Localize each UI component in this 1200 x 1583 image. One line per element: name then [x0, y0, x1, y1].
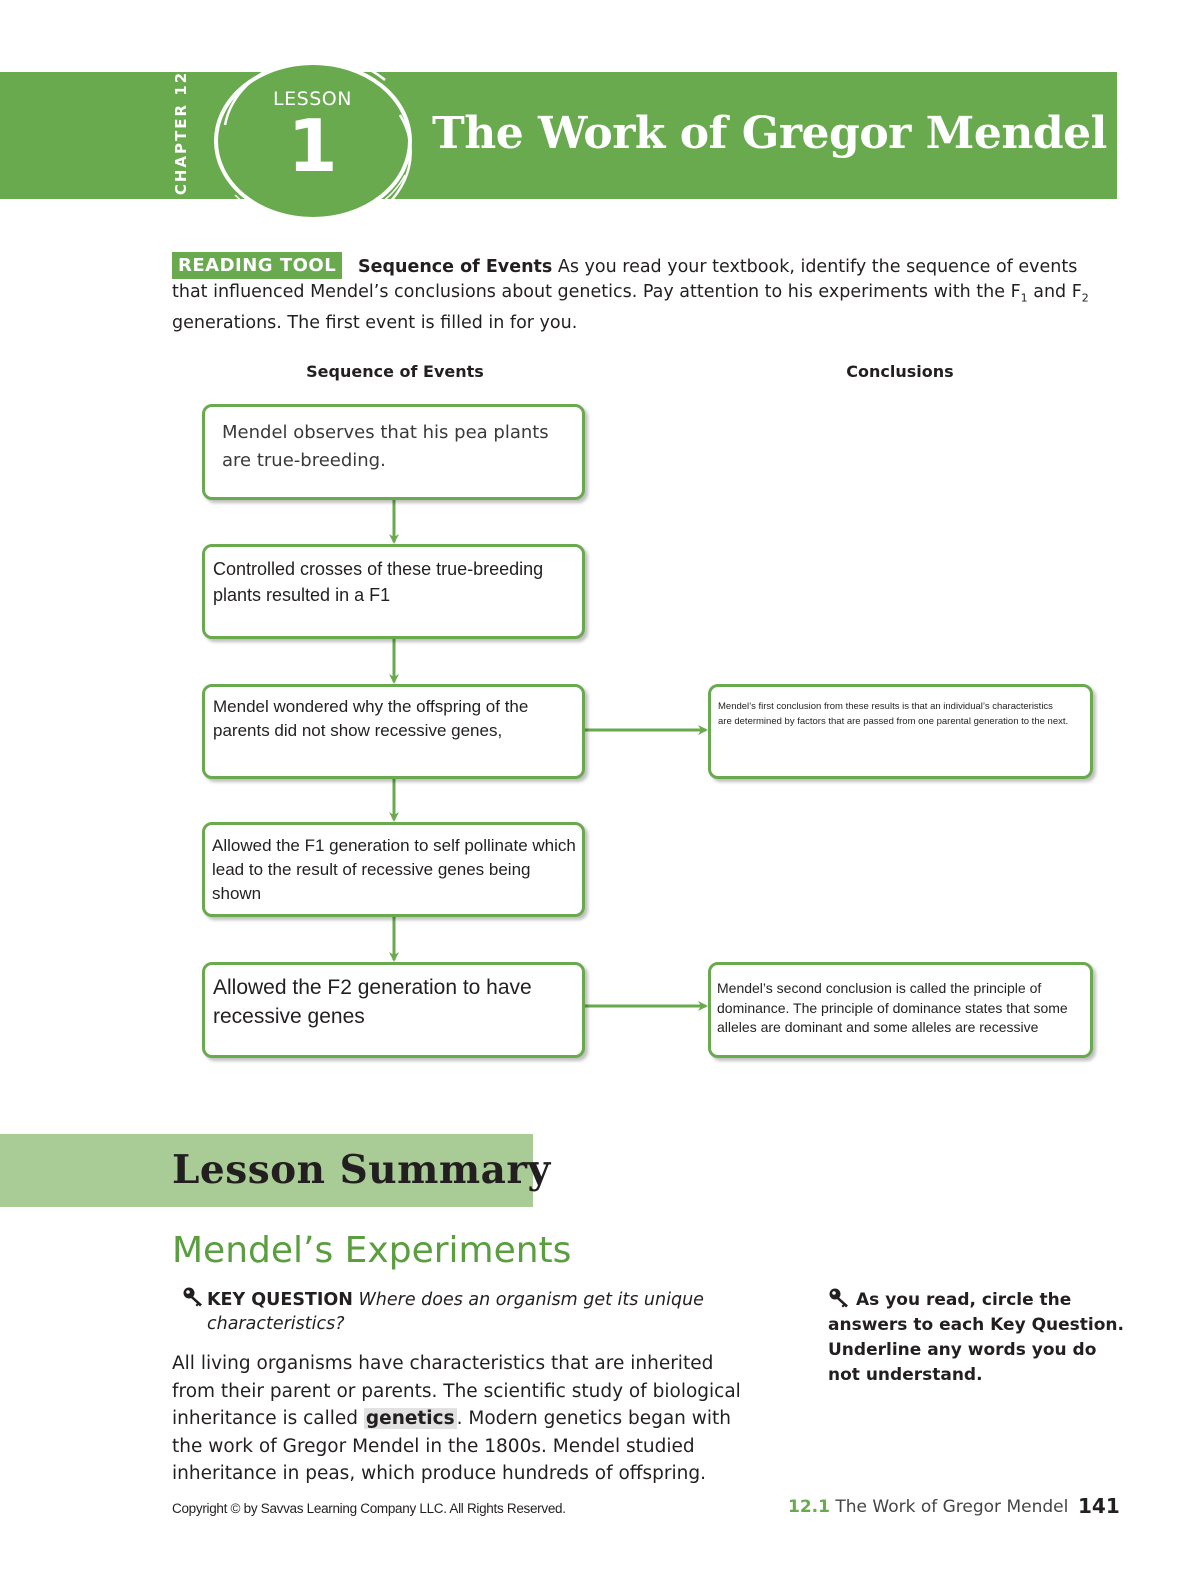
summary-title: Lesson Summary: [172, 1147, 551, 1193]
key-question-text: Where does an organism get its unique characteristics?: [207, 1290, 704, 1334]
event-text: Allowed the F2 generation to have recessive genes: [213, 976, 532, 1028]
footer-lesson-title: The Work of Gregor Mendel: [829, 1497, 1069, 1517]
page-title: The Work of Gregor Mendel: [432, 108, 1107, 159]
conclusion-box-1[interactable]: [708, 684, 1093, 779]
instruction-text: and F: [1027, 282, 1082, 302]
event-text: Mendel observes that his pea plants are true-breeding.: [222, 422, 549, 471]
page-number: 141: [1078, 1494, 1120, 1518]
key-question-label: KEY QUESTION: [207, 1290, 353, 1310]
event-text: Controlled crosses of these true-breeding plants resulted in a F1: [213, 559, 544, 605]
event-text: Mendel wondered why the offspring of the parents did not show recessive genes,: [213, 697, 529, 740]
key-question: [207, 1288, 747, 1336]
side-note: As you read, circle the answers to each Key Question. Underline any words you do not understand.: [828, 1290, 1124, 1385]
conclusion-line: Mendel’s first conclusion from these results is that an individual’s characteristics: [718, 701, 1053, 712]
conclusions-column-heading: Conclusions: [846, 362, 954, 381]
lesson-number: 1: [287, 104, 338, 188]
reading-tool-heading: Sequence of Events: [358, 257, 553, 277]
conclusion-line: are determined by factors that are passed from one parental generation to the next.: [718, 715, 1069, 727]
sequence-column-heading: Sequence of Events: [306, 362, 484, 381]
conclusion-text: Mendel’s second conclusion is called the principle of dominance. The principle of dominance states that some alleles are dominant and some alleles are recessive: [717, 980, 1068, 1035]
instruction-text: generations. The first event is filled in for you.: [172, 312, 578, 333]
vocabulary-term: genetics: [365, 1408, 455, 1429]
instruction-text: As you read your textbook, identify the sequence of events that influenced Mendel’s conclusions about genetics. Pay attention to his experiments with the F: [172, 257, 1078, 302]
footer-lesson-number: 12.1: [788, 1497, 830, 1517]
chapter-label: CHAPTER 12: [172, 70, 190, 196]
subscript-2: 2: [1081, 291, 1089, 305]
conclusion-text: [718, 700, 1083, 729]
copyright: Copyright © by Savvas Learning Company LLC. All Rights Reserved.: [172, 1501, 566, 1516]
footer-lesson: [788, 1497, 1068, 1517]
subscript-1: 1: [1020, 291, 1028, 305]
reading-tool-badge: READING TOOL: [172, 252, 342, 279]
key-icon: [182, 1286, 206, 1308]
event-text: Allowed the F1 generation to self pollinate which lead to the result of recessive genes being shown: [212, 836, 576, 903]
lesson-label: LESSON: [273, 88, 352, 110]
paragraph-text: . Modern genetics began with the work of Gregor Mendel in the 1800s. Mendel studied inheritance in peas, which produce hundreds of offspring.: [172, 1408, 732, 1484]
section-title: Mendel’s Experiments: [172, 1230, 572, 1271]
paragraph-text: All living organisms have characteristics that are inherited from their parent or parents. The scientific study of biological inheritance is called: [172, 1353, 741, 1429]
summary-paragraph: [172, 1350, 752, 1488]
